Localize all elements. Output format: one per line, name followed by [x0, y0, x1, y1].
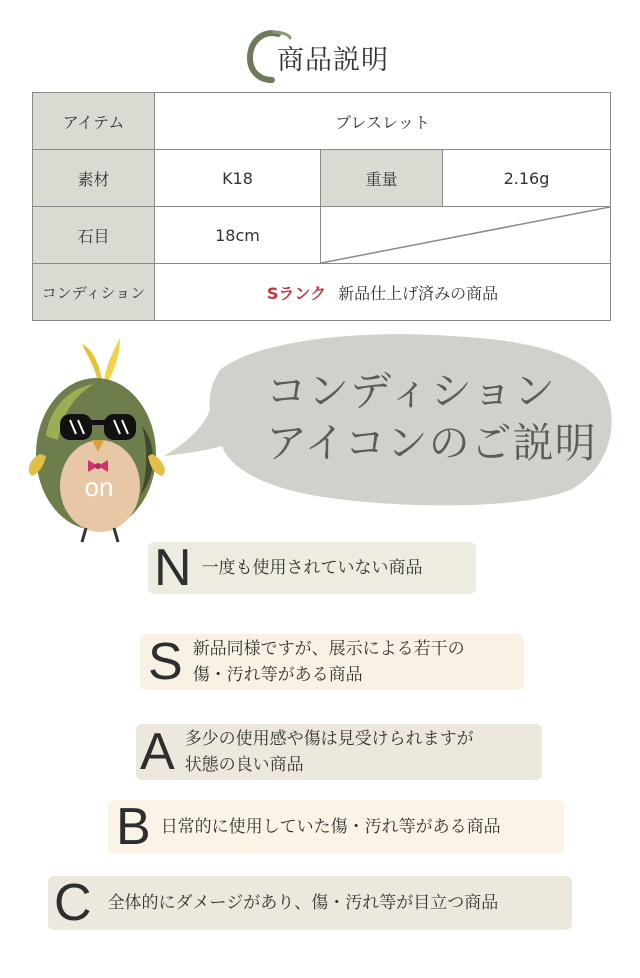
table-row	[33, 207, 611, 264]
description-line: 全体的にダメージがあり、傷・汚れ等が目立つ商品	[107, 893, 499, 913]
rank-description	[108, 890, 499, 916]
material-label: 素材	[33, 150, 155, 207]
rank-badge: Sランク	[266, 283, 327, 303]
table-row	[33, 150, 611, 207]
size-value: 18cm	[155, 207, 321, 264]
item-value: ブレスレット	[155, 93, 611, 150]
table-row	[33, 93, 611, 150]
condition-card-a	[136, 724, 542, 780]
rank-letter: N	[154, 539, 192, 597]
weight-label: 重量	[321, 150, 443, 207]
material-value: K18	[155, 150, 321, 207]
rank-letter: B	[116, 798, 151, 856]
page-title: 商品説明	[277, 45, 389, 76]
mascot-badge: on	[84, 472, 114, 502]
rank-letter: S	[148, 633, 183, 691]
description-line: 多少の使用感や傷は見受けられますが	[184, 729, 474, 749]
page-header	[0, 24, 640, 84]
spec-table	[32, 92, 611, 321]
description-line: 日常的に使用していた傷・汚れ等がある商品	[160, 817, 501, 837]
condition-card-n	[148, 539, 476, 597]
bubble-line-1: コンディション	[266, 367, 556, 415]
rank-description	[161, 814, 501, 840]
condition-card-b	[108, 800, 564, 854]
condition-card-s	[140, 634, 524, 690]
rank-letter: C	[54, 874, 92, 932]
rank-description	[193, 636, 465, 688]
description-line: 傷・汚れ等がある商品	[192, 665, 363, 685]
condition-value-cell	[155, 264, 611, 321]
condition-label: コンディション	[33, 264, 155, 321]
description-line: 状態の良い商品	[184, 755, 304, 775]
weight-value: 2.16g	[443, 150, 611, 207]
condition-value: 新品仕上げ済みの商品	[338, 283, 499, 303]
bubble-heading	[266, 365, 597, 469]
size-label: 石目	[33, 207, 155, 264]
description-line: 一度も使用されていない商品	[201, 558, 423, 578]
rank-description	[202, 555, 423, 581]
table-row	[33, 264, 611, 321]
empty-cell	[321, 207, 611, 264]
bubble-line-2: アイコンのご説明	[266, 419, 597, 467]
diagonal-line	[321, 207, 610, 263]
rank-letter: A	[140, 723, 175, 781]
description-line: 新品同様ですが、展示による若干の	[192, 639, 465, 659]
rank-description	[185, 726, 474, 778]
condition-card-c	[48, 876, 572, 930]
item-label: アイテム	[33, 93, 155, 150]
